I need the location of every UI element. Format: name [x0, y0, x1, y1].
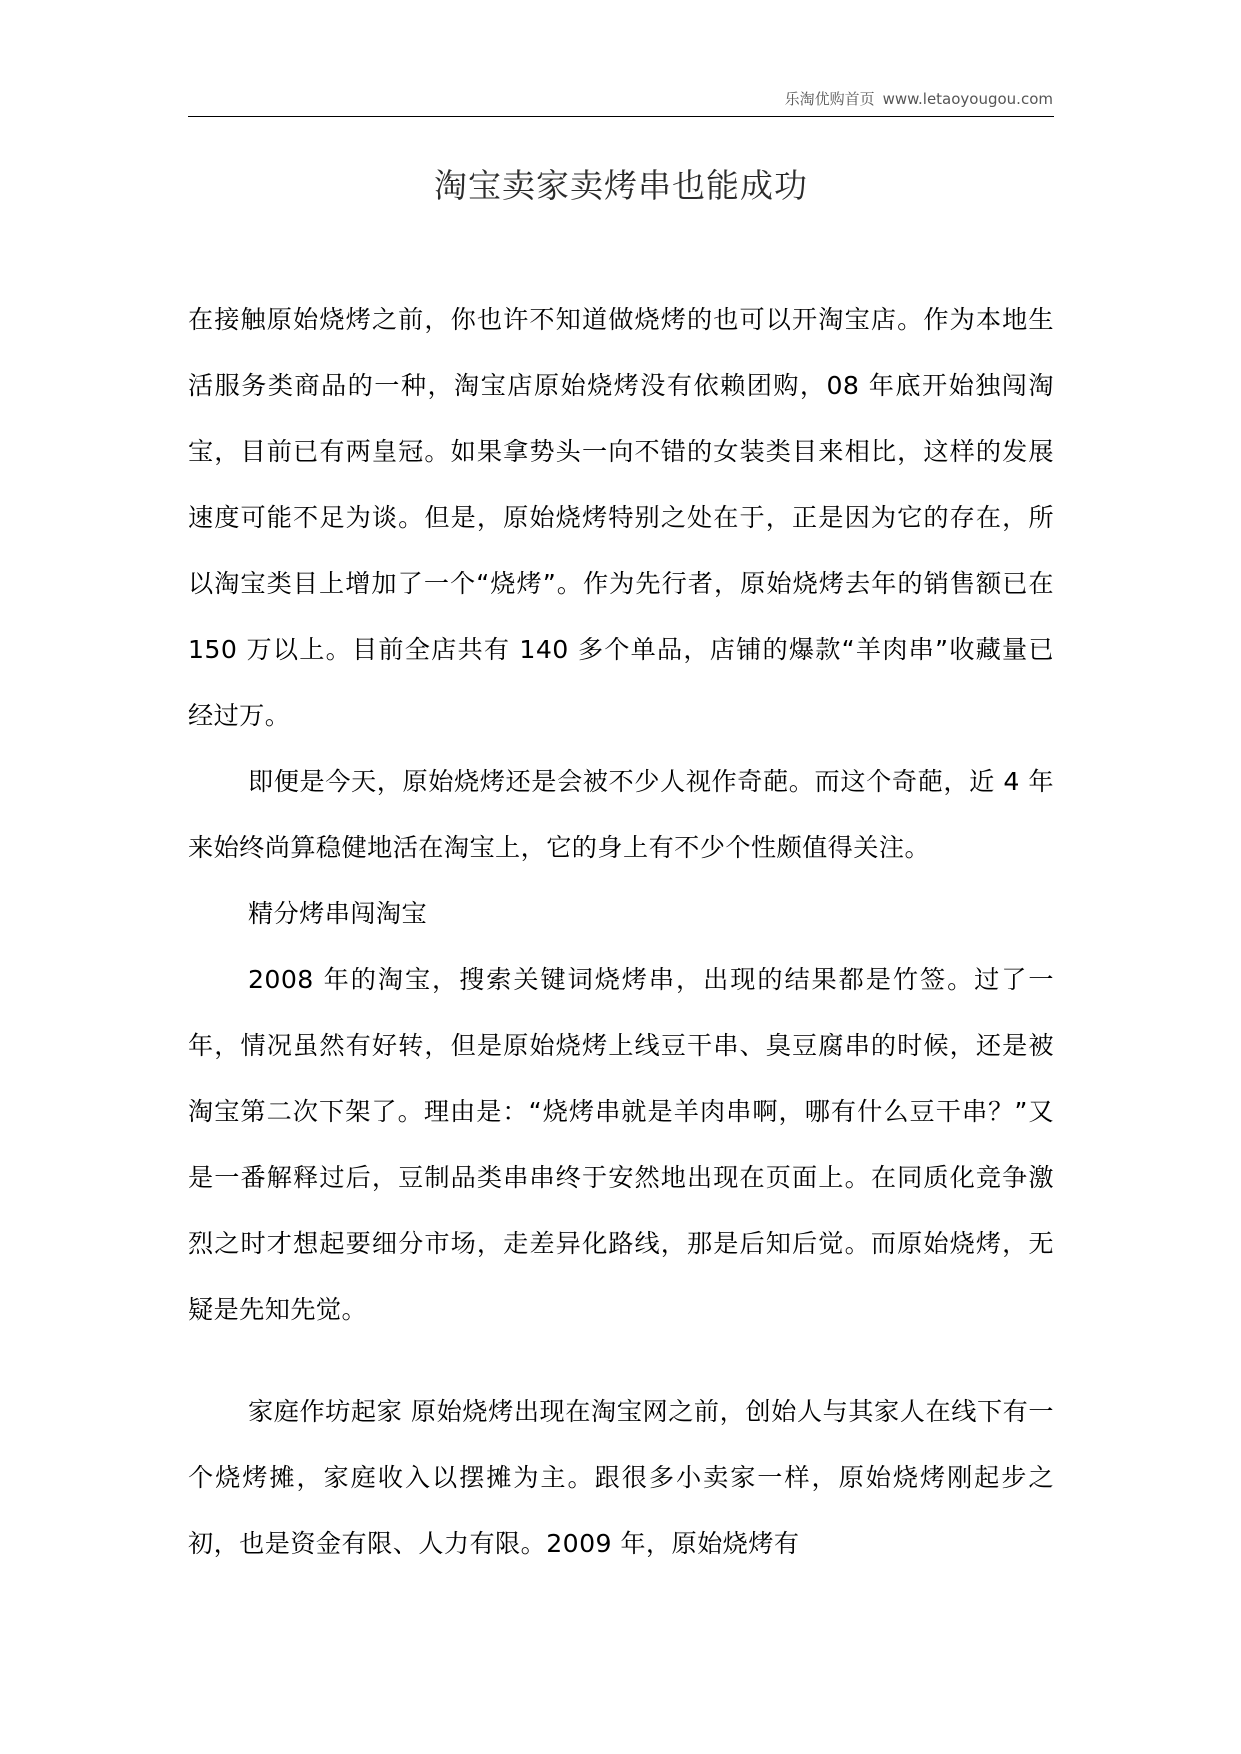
- page-header: [785, 88, 1053, 109]
- paragraph-oddity: 即便是今天，原始烧烤还是会被不少人视作奇葩。而这个奇葩，近 4 年来始终尚算稳健地活在淘宝上，它的身上有不少个性颇值得关注。: [188, 767, 1054, 862]
- header-site-name: 乐淘优购首页: [784, 90, 875, 108]
- document-body: [188, 287, 1054, 1577]
- header-divider: [188, 116, 1054, 117]
- paragraph-family-workshop: 家庭作坊起家 原始烧烤出现在淘宝网之前，创始人与其家人在线下有一个烧烤摊，家庭收入以摆摊为主。跟很多小卖家一样，原始烧烤刚起步之初，也是资金有限、人力有限。2009 年，原始烧烤有: [188, 1397, 1054, 1558]
- header-site-url[interactable]: www.letaoyougou.com: [882, 90, 1053, 108]
- section-heading: 精分烤串闯淘宝: [248, 899, 428, 928]
- document-title: 淘宝卖家卖烤串也能成功: [434, 166, 808, 205]
- paragraph-2008: 2008 年的淘宝，搜索关键词烧烤串，出现的结果都是竹签。过了一年，情况虽然有好转，但是原始烧烤上线豆干串、臭豆腐串的时候，还是被淘宝第二次下架了。理由是：“烧烤串就是羊肉串啊，哪有什么豆干串？”又是一番解释过后，豆制品类串串终于安然地出现在页面上。在同质化竞争激烈之时才想起要细分市场，走差异化路线，那是后知后觉。而原始烧烤，无疑是先知先觉。: [188, 965, 1054, 1324]
- paragraph-spacer: [188, 1343, 1054, 1379]
- paragraph-intro: 在接触原始烧烤之前，你也许不知道做烧烤的也可以开淘宝店。作为本地生活服务类商品的一种，淘宝店原始烧烤没有依赖团购，08 年底开始独闯淘宝，目前已有两皇冠。如果拿势头一向不错的女装类目来相比，这样的发展速度可能不足为谈。但是，原始烧烤特别之处在于，正是因为它的存在，所以淘宝类目上增加了一个“烧烤”。作为先行者，原始烧烤去年的销售额已在 150 万以上。目前全店共有 140 多个单品，店铺的爆款“羊肉串”收藏量已经过万。: [188, 305, 1055, 730]
